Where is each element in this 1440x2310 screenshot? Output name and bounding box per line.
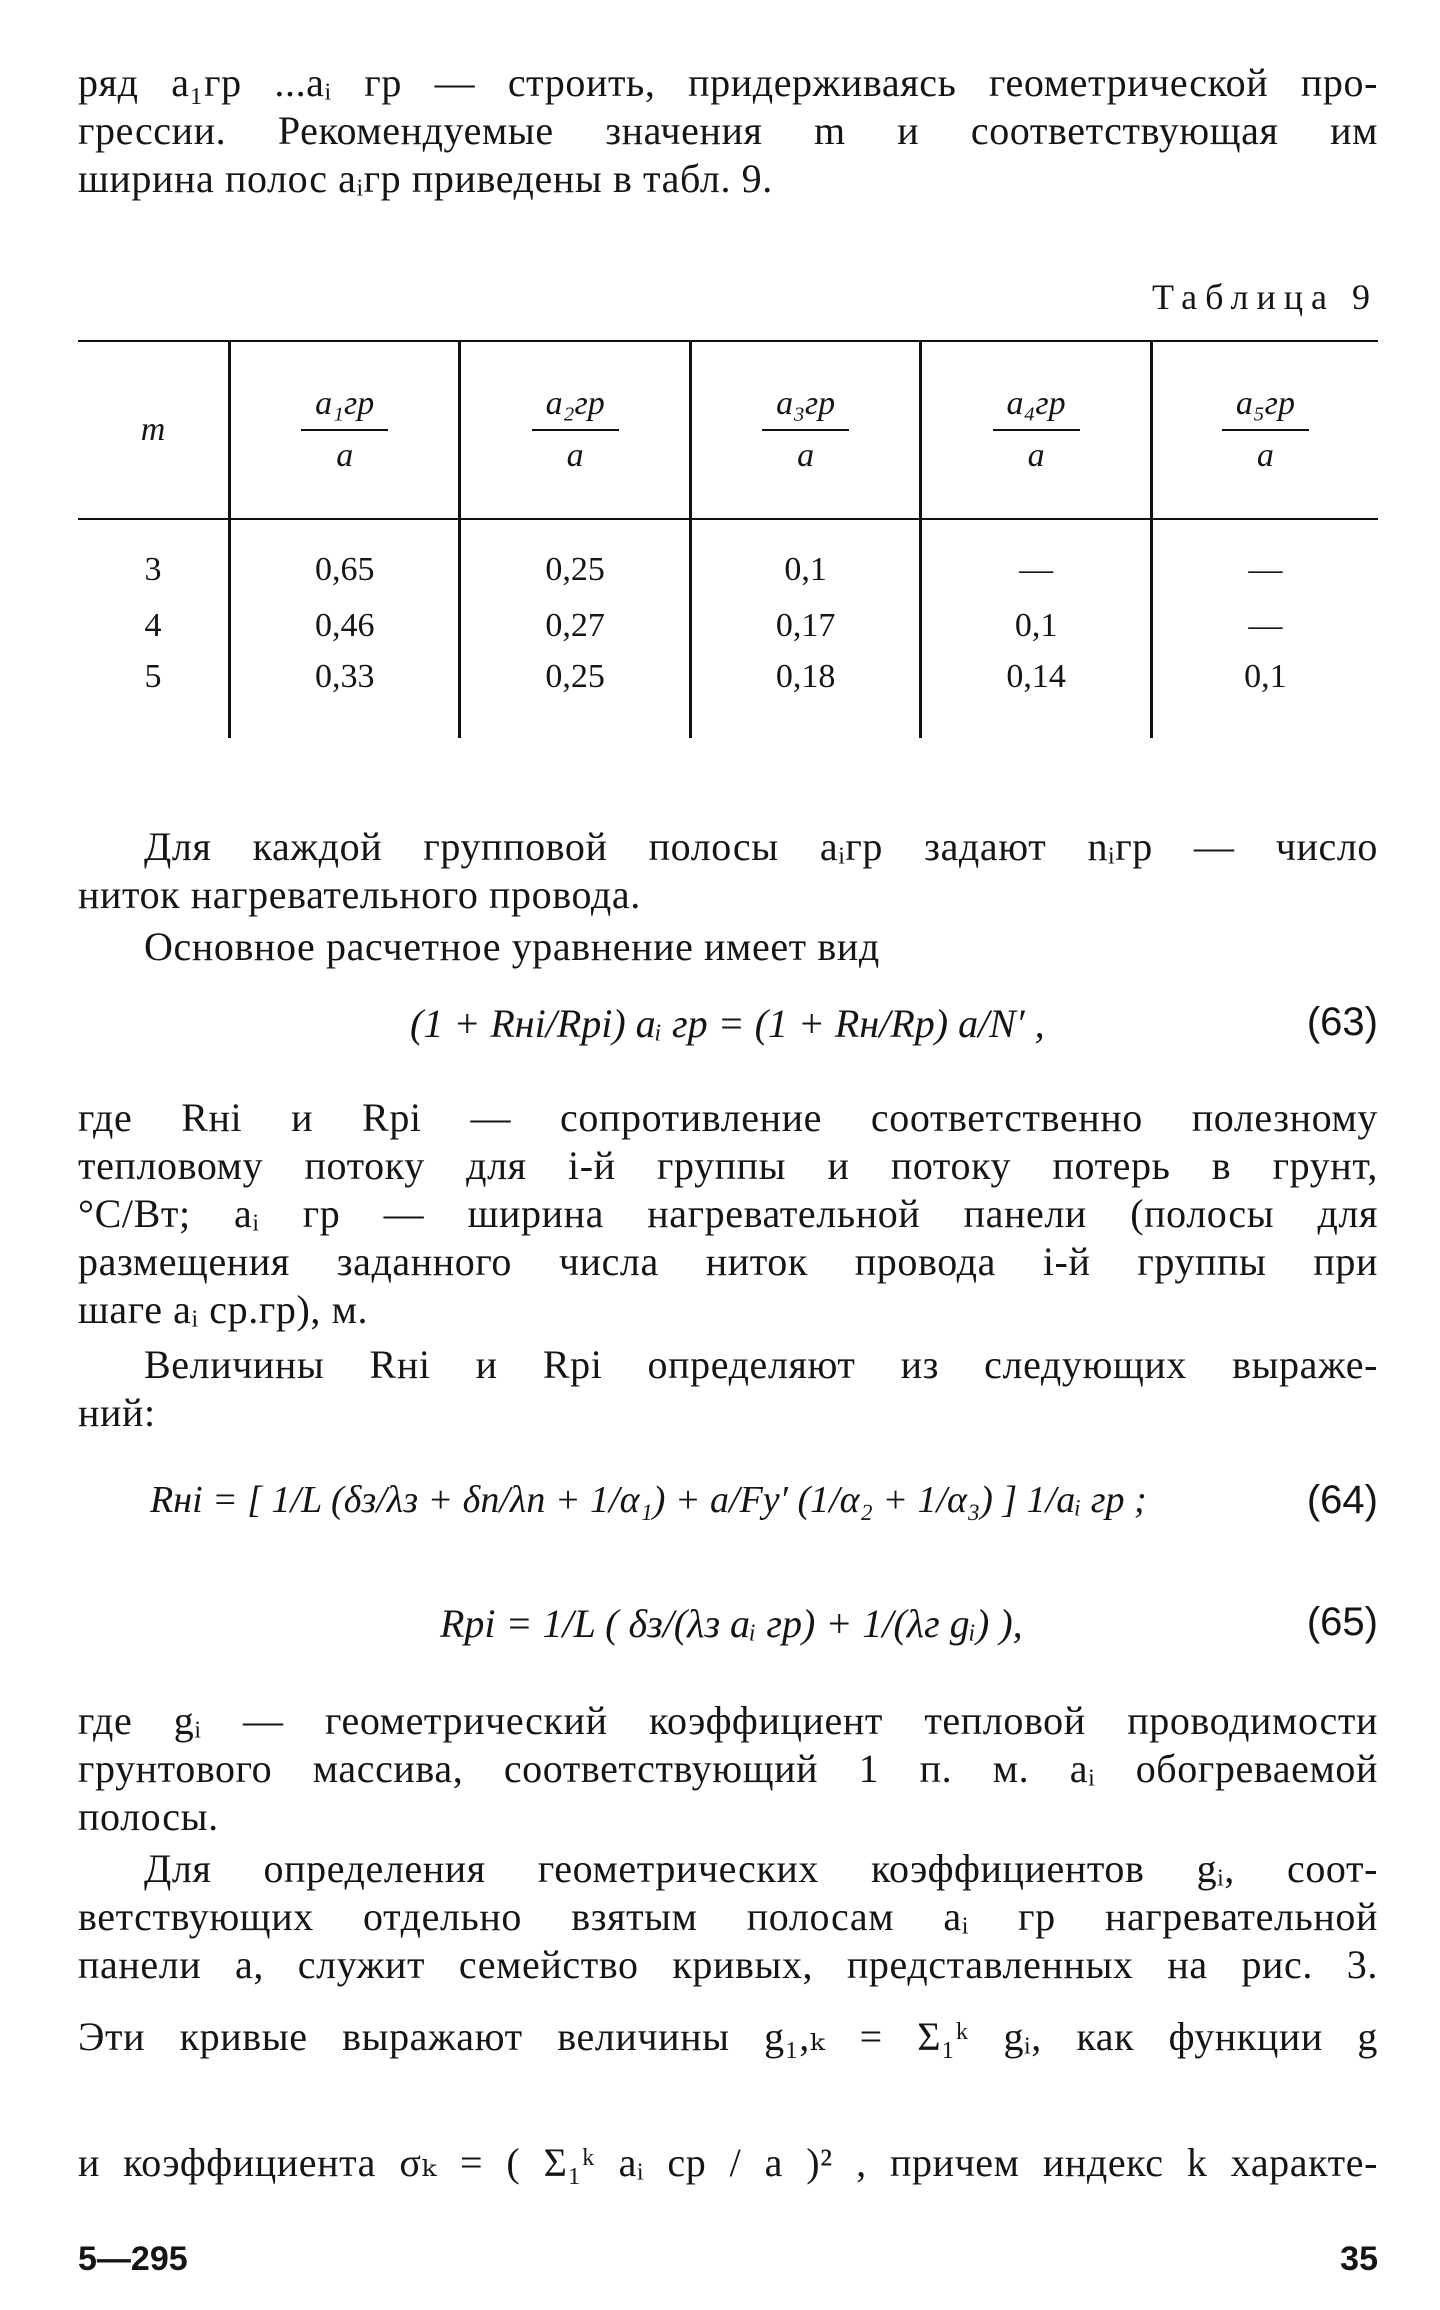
header-m: m xyxy=(78,341,230,519)
cell: 0,65 xyxy=(230,519,460,598)
para6-line-5: и коэффициента σₖ = ( Σ₁ᵏ aᵢ ср / a )² , причем индекс k характе- xyxy=(78,2140,1378,2185)
header-a3: $\frac{\text{a₃гр}}{a}$ xyxy=(690,341,920,519)
cell: 0,14 xyxy=(921,654,1151,738)
table-9 xyxy=(78,340,1378,738)
cell: 5 xyxy=(144,658,162,695)
equation-64: Rнi = [ 1/L (δз/λз + δп/λп + 1/α₁) + a/Fу′ (1/α₂ + 1/α₃) ] 1/aᵢ гр ; xyxy=(150,1479,1147,1521)
intro-line-3: ширина полос aᵢгр приведены в табл. 9. xyxy=(78,156,773,201)
cell: 0,18 xyxy=(690,654,920,738)
para5-line-1: где gᵢ — геометрический коэффициент тепловой проводимости xyxy=(78,1698,1378,1743)
para4-line-2: ний: xyxy=(78,1390,156,1435)
cell: — xyxy=(921,519,1151,598)
cell: 4 xyxy=(144,607,162,644)
header-a1: $\frac{\text{a₁гр}}{a}$ xyxy=(230,341,460,519)
para1-line-1: Для каждой групповой полосы aᵢгр задают nᵢгр — число xyxy=(144,824,1378,869)
header-a4: $\frac{\text{a₄гр}}{a}$ xyxy=(921,341,1151,519)
para1-line-2: ниток нагревательного провода. xyxy=(78,872,641,917)
para3-line-4: размещения заданного числа ниток провода i-й группы при xyxy=(78,1239,1378,1284)
intro-line-1: ряд a₁гр ...aᵢ гр — строить, придерживаясь геометрической про- xyxy=(78,60,1378,105)
equation-63: (1 + Rнi/Rрi) aᵢ гр = (1 + Rн/Rр) a/N′ , xyxy=(410,1001,1045,1046)
intro-line-2: грессии. Рекомендуемые значения m и соответствующая им xyxy=(78,108,1378,153)
cell: 0,25 xyxy=(460,519,690,598)
cell: 0,1 xyxy=(690,519,920,598)
page-number: 35 xyxy=(1340,2240,1378,2278)
header-a2: $\frac{\text{a₂гр}}{a}$ xyxy=(460,341,690,519)
equation-65-number: (65) xyxy=(1306,1600,1378,1644)
table-row xyxy=(78,598,1378,654)
para2: Основное расчетное уравнение имеет вид xyxy=(144,924,880,969)
cell: 0,1 xyxy=(1151,654,1378,738)
equation-63-number: (63) xyxy=(1306,1000,1378,1044)
para6-line-4: Эти кривые выражают величины g₁,ₖ = Σ₁ᵏ gᵢ, как функции g xyxy=(78,2014,1378,2059)
cell: 0,46 xyxy=(230,598,460,654)
para4-line-1: Величины Rнi и Rрi определяют из следующих выраже- xyxy=(144,1342,1378,1387)
cell: 0,17 xyxy=(690,598,920,654)
cell: 0,27 xyxy=(460,598,690,654)
para6-line-2: ветствующих отдельно взятым полосам aᵢ гр нагревательной xyxy=(78,1894,1378,1939)
cell: — xyxy=(1151,598,1378,654)
para3-line-3: °С/Вт; aᵢ гр — ширина нагревательной панели (полосы для xyxy=(78,1191,1378,1236)
footer-signature: 5—295 xyxy=(78,2240,188,2278)
equation-64-number: (64) xyxy=(1306,1478,1378,1522)
equation-65: Rрi = 1/L ( δз/(λз aᵢ гр) + 1/(λг gᵢ) ), xyxy=(440,1601,1023,1646)
cell: 0,33 xyxy=(230,654,460,738)
cell: 3 xyxy=(144,551,162,588)
cell: 0,1 xyxy=(921,598,1151,654)
para3-line-5: шаге aᵢ ср.гр), м. xyxy=(78,1287,369,1332)
table-row xyxy=(78,654,1378,738)
para6-line-3: панели a, служит семейство кривых, представленных на рис. 3. xyxy=(78,1942,1378,1987)
para5-line-3: полосы. xyxy=(78,1794,219,1839)
cell: 0,25 xyxy=(460,654,690,738)
header-a5: $\frac{\text{a₅гр}}{a}$ xyxy=(1151,341,1378,519)
para3-line-2: тепловому потоку для i-й группы и потоку потерь в грунт, xyxy=(78,1143,1378,1188)
table-row xyxy=(78,519,1378,598)
para3-line-1: где Rнi и Rрi — сопротивление соответственно полезному xyxy=(78,1095,1378,1140)
table-caption: Таблица 9 xyxy=(1152,277,1378,317)
para5-line-2: грунтового массива, соответствующий 1 п. м. aᵢ обогреваемой xyxy=(78,1746,1378,1791)
para6-line-1: Для определения геометрических коэффициентов gᵢ, соот- xyxy=(144,1846,1378,1891)
cell: — xyxy=(1151,519,1378,598)
table-header-row xyxy=(78,341,1378,519)
